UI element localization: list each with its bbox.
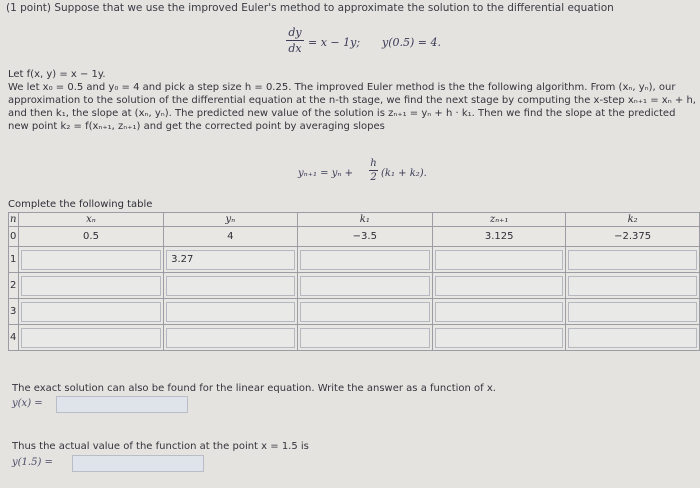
table-row: [9, 299, 700, 325]
table-header-row: [9, 213, 700, 227]
actual-value-text: Thus the actual value of the function at the point x = 1.5 is: [12, 441, 309, 452]
input-x-2[interactable]: [21, 276, 161, 296]
actual-value-input[interactable]: [72, 455, 204, 472]
formula-fraction: [369, 158, 378, 183]
formula-h: h: [370, 158, 377, 169]
cell-y: 4: [164, 227, 297, 247]
header-y: yₙ: [164, 213, 297, 227]
input-y-4[interactable]: [166, 328, 294, 348]
para-line-1: Let f(x, y) = x − 1y.: [8, 69, 106, 80]
question-header: [6, 2, 614, 14]
dy-text: dy: [288, 26, 302, 39]
exact-solution-input[interactable]: [56, 396, 188, 413]
input-k1-1[interactable]: [300, 250, 431, 270]
table-row: [9, 273, 700, 299]
para-line-2: We let x₀ = 0.5 and y₀ = 4 and pick a step size h = 0.25. The improved Euler method is the the following algorithm. From (xₙ, yₙ), our: [8, 82, 676, 93]
derivative-fraction: [286, 26, 304, 55]
exact-solution-label: y(x) =: [12, 398, 43, 409]
input-k1-4[interactable]: [300, 328, 431, 348]
exact-solution-text: The exact solution can also be found for the linear equation. Write the answer as a function of x.: [12, 383, 496, 394]
para-line-5: new point k₂ = f(xₙ₊₁, zₙ₊₁) and get the corrected point by averaging slopes: [8, 121, 385, 132]
header-x: xₙ: [18, 213, 163, 227]
input-y-2[interactable]: [166, 276, 294, 296]
input-z-3[interactable]: [435, 302, 563, 322]
input-z-4[interactable]: [435, 328, 563, 348]
formula-two: 2: [370, 172, 377, 183]
row-index: 4: [9, 325, 19, 351]
input-z-1[interactable]: [435, 250, 563, 270]
table-row: [9, 227, 700, 247]
initial-condition: y(0.5) = 4.: [382, 36, 441, 49]
input-k1-3[interactable]: [300, 302, 431, 322]
cell-z: 3.125: [433, 227, 566, 247]
para-line-3: approximation to the solution of the differential equation at the n-th stage, we find the next stage by computing the x-step xₙ₊₁ = xₙ + h,: [8, 95, 696, 106]
input-k2-1[interactable]: [568, 250, 697, 270]
table-row: [9, 325, 700, 351]
row-index: 3: [9, 299, 19, 325]
input-x-3[interactable]: [21, 302, 161, 322]
points-label: (1 point): [6, 2, 51, 14]
cell-k1: −3.5: [297, 227, 433, 247]
header-z: zₙ₊₁: [433, 213, 566, 227]
euler-table: [8, 212, 700, 351]
input-k2-3[interactable]: [568, 302, 697, 322]
input-y-3[interactable]: [166, 302, 294, 322]
actual-value-label: y(1.5) =: [12, 457, 53, 468]
question-text: Suppose that we use the improved Euler's method to approximate the solution to the differential equation: [54, 2, 614, 14]
input-z-2[interactable]: [435, 276, 563, 296]
cell-k2: −2.375: [566, 227, 700, 247]
input-k2-2[interactable]: [568, 276, 697, 296]
row-index: 1: [9, 247, 19, 273]
para-line-4: and then k₁, the slope at (xₙ, yₙ). The predicted new value of the solution is zₙ₊₁ = yₙ + h · k₁. Then we find the slope at the predicted: [8, 108, 676, 119]
row-index: 2: [9, 273, 19, 299]
header-k2: k₂: [566, 213, 700, 227]
row-index: 0: [9, 227, 19, 247]
input-y-1[interactable]: 3.27: [166, 250, 294, 270]
header-n: n: [10, 214, 17, 225]
equation-rhs: = x − 1y;: [308, 36, 361, 49]
input-x-4[interactable]: [21, 328, 161, 348]
input-x-1[interactable]: [21, 250, 161, 270]
input-k2-4[interactable]: [568, 328, 697, 348]
input-k1-2[interactable]: [300, 276, 431, 296]
formula-left: yₙ₊₁ = yₙ +: [298, 168, 353, 179]
header-k1: k₁: [297, 213, 433, 227]
table-caption: Complete the following table: [8, 199, 153, 210]
formula-right: (k₁ + k₂).: [381, 168, 427, 179]
table-row: [9, 247, 700, 273]
cell-x: 0.5: [18, 227, 163, 247]
dx-text: dx: [288, 42, 302, 55]
